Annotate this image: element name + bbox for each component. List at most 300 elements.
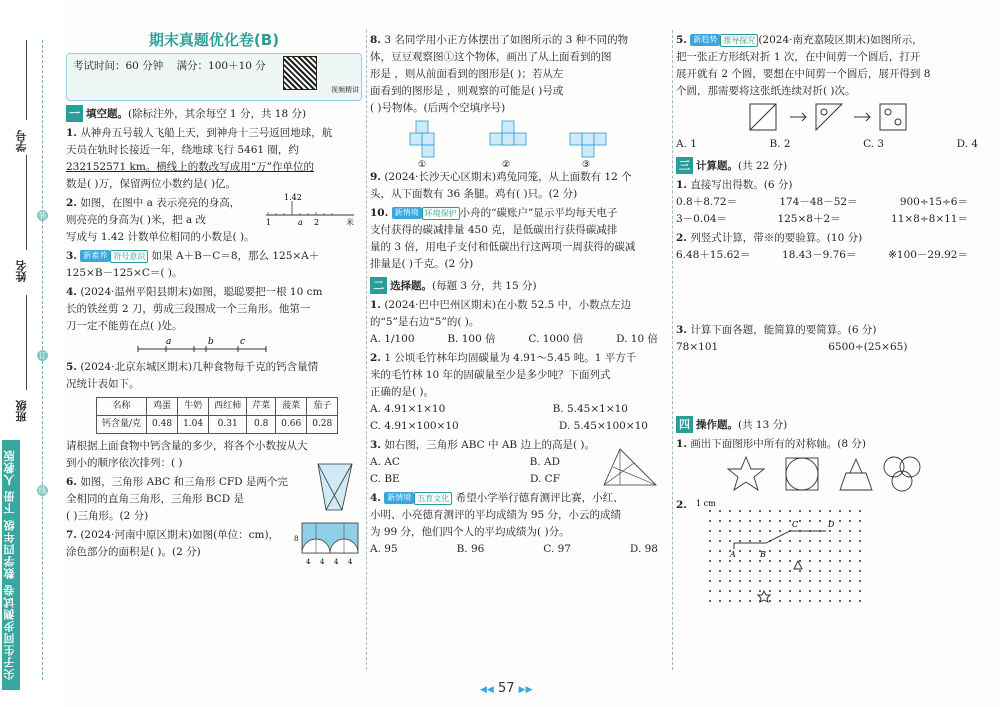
question-5 (66, 359, 362, 472)
grid-dot (749, 510, 751, 512)
question-text: 的“5”是右边“5”的( )。 (370, 316, 480, 328)
grid-dot (819, 560, 821, 562)
dimension-label: 4 (348, 558, 353, 566)
grid-dot (799, 520, 801, 522)
grid-dot (799, 590, 801, 592)
grid-dot (809, 580, 811, 582)
grid-dot (819, 550, 821, 552)
question-source: (2024·长沙天心区期末) (384, 171, 497, 183)
tag-badge: 新素养 (80, 250, 110, 262)
section-choice (370, 277, 668, 295)
question-number: 1. (370, 299, 381, 311)
calcium-table (96, 397, 338, 434)
grid-dot (829, 540, 831, 542)
grid-dot (829, 580, 831, 582)
prev-page-icon: ◀◀ (480, 685, 494, 695)
page-number: 57 (497, 681, 515, 696)
tag-badge: 推导探究 (720, 34, 758, 47)
grid-dot (849, 580, 851, 582)
question-text: 计算下面各题，能简算的要简算。(6 分) (690, 324, 877, 336)
page-footer (480, 681, 533, 696)
option-b[interactable]: B. 5.45×1×10 (552, 403, 628, 415)
grid-dot (859, 570, 861, 572)
question-text: 天员在轨时长接近一年，绕地球飞行 5461 圈，约 (66, 144, 299, 156)
calc-1 (676, 177, 988, 228)
question-number: 3. (370, 439, 381, 451)
grid-dot (709, 580, 711, 582)
question-text: 列竖式计算，带※的要验算。(10 分) (690, 232, 863, 244)
grid-dot (709, 510, 711, 512)
grid-dot (809, 540, 811, 542)
option-c[interactable]: C. 97 (543, 543, 571, 555)
question-source: (2024·河南中原区期末) (80, 529, 193, 541)
grid-dot (769, 580, 771, 582)
question-source: (2024·南充嘉陵区期末) (758, 34, 871, 46)
grid-dot (789, 570, 791, 572)
grid-dot (729, 600, 731, 602)
trapezoid-shape (840, 473, 872, 490)
calc-item: 6.48＋15.62＝ (676, 249, 751, 261)
question-number: 1. (676, 179, 687, 191)
table-row (97, 416, 338, 434)
tag-badge: 新情境 (384, 492, 414, 504)
question-number: 4. (66, 286, 77, 298)
grid-dot (799, 600, 801, 602)
question-3 (66, 248, 362, 282)
tag-badge: 环境保护 (422, 207, 460, 220)
cube-objects-figure (370, 117, 650, 167)
figure-label: ③ (582, 160, 591, 167)
question-text: 如右图，三角形 ABC 中 AB 边上的高是( )。 (384, 439, 596, 451)
grid-dot (829, 510, 831, 512)
options (370, 331, 668, 348)
question-text: 况统计表如下。 (66, 378, 140, 390)
name-line (26, 155, 27, 250)
question-number: 2. (66, 197, 77, 209)
grid-dot (719, 510, 721, 512)
question-text: 小舟的“碳账户”显示平均每天电子 (459, 207, 618, 219)
grid-dot (789, 560, 791, 562)
question-text: 在小数 52.5 中，小数点左边 (496, 299, 632, 311)
grid-dot (769, 550, 771, 552)
options (676, 136, 988, 153)
grid-dot (829, 570, 831, 572)
calc-item: 6500÷(25×65) (828, 341, 908, 353)
symmetry-shapes-figure (676, 453, 976, 495)
grid-dot (749, 540, 751, 542)
page-title: 期末真题优化卷(B) (148, 31, 280, 49)
grid-dot (829, 550, 831, 552)
question-text: 涂色部分的面积是( )。(2 分) (66, 546, 201, 558)
calc-item: 0.8＋8.72＝ (676, 196, 738, 208)
bind-mark: 装 (38, 211, 47, 220)
question-6 (66, 474, 362, 525)
table-header: 鸡蛋 (147, 398, 178, 416)
grid-dot (789, 520, 791, 522)
grid-dot (839, 540, 841, 542)
section-calc (676, 157, 988, 175)
grid-dot (749, 520, 751, 522)
point-label: c (240, 337, 246, 347)
grid-dot (839, 520, 841, 522)
grid-dot (719, 590, 721, 592)
column-3 (676, 30, 988, 609)
options (370, 454, 570, 471)
exam-time: 考试时间：60 分钟 (73, 60, 164, 72)
grid-dot (769, 510, 771, 512)
scale-label: 1 cm (696, 499, 716, 508)
calc-item: 174－48－52＝ (779, 196, 858, 208)
question-text: 刀一定不能剪在点( )处。 (66, 320, 183, 332)
grid-dot (779, 510, 781, 512)
question-text: 如图，在图中 a 表示亮亮的身高， (80, 197, 241, 209)
question-text: 画出下面图形中所有的对称轴。(8 分) (690, 438, 867, 450)
question-text: 鸡兔同笼，从上面数有 12 个 (496, 171, 632, 183)
question-text: 写成与 1.42 计数单位相同的小数是( )。 (66, 231, 255, 243)
name-label: 姓名 (15, 260, 28, 282)
options (370, 541, 668, 558)
question-text: 1 公顷毛竹林年均固碳量为 4.91～5.45 吨。1 平方千 (384, 352, 637, 364)
qr-code-icon[interactable] (283, 56, 317, 90)
question-4 (66, 284, 362, 357)
grid-dot (779, 520, 781, 522)
grid-dot (749, 600, 751, 602)
grid-dot (759, 540, 761, 542)
question-text: 全相同的直角三角形，三角形 BCD 是 (66, 493, 245, 505)
choice-1 (370, 297, 668, 348)
option-b[interactable]: B. 96 (456, 543, 485, 555)
grid-dot (769, 530, 771, 532)
column-2 (370, 30, 668, 560)
grid-dot (759, 530, 761, 532)
question-source: (2024·巴中巴州区期末) (384, 299, 497, 311)
calc-item: 125×8＋2＝ (777, 213, 841, 225)
question-9 (370, 169, 668, 203)
section-note: (共 13 分) (738, 419, 788, 431)
grid-dot (739, 520, 741, 522)
grid-dot (819, 570, 821, 572)
question-text: 面看到的图形是 ，则观察的可能是( )号或 (370, 85, 564, 97)
grid-dot (759, 560, 761, 562)
column-1 (66, 30, 362, 566)
grid-dot (789, 590, 791, 592)
question-number: 5. (676, 34, 687, 46)
options (370, 471, 570, 488)
calc-2 (676, 230, 988, 320)
section-number: 三 (676, 157, 693, 174)
grid-dot (729, 580, 731, 582)
grid-dot (799, 550, 801, 552)
grid-dot (829, 600, 831, 602)
question-number: 6. (66, 476, 77, 488)
column-divider (366, 30, 367, 670)
grid-dot (789, 550, 791, 552)
option-d[interactable]: D. 5.45×100×10 (558, 420, 648, 432)
exam-score: 满分：100＋10 分 (176, 60, 266, 72)
class-label: 班级 (15, 400, 28, 422)
question-number: 2. (370, 352, 381, 364)
figure-label: ① (418, 160, 427, 167)
grid-dot (799, 560, 801, 562)
question-text: 如图(单位：cm)， (192, 529, 280, 541)
question-text: ( )三角形。(2 分) (66, 510, 149, 522)
question-10 (370, 205, 668, 273)
option-b[interactable]: B. 100 倍 (447, 333, 496, 345)
calc-item: ※100－29.92＝ (888, 249, 968, 261)
grid-dot (849, 550, 851, 552)
question-text: 长的铁丝剪 2 刀，剪成三段围成一个三角形。他第一 (66, 303, 311, 315)
grid-dot (739, 560, 741, 562)
calc-3 (676, 322, 988, 412)
grid-dot (719, 600, 721, 602)
grid-dot (719, 580, 721, 582)
question-text: 支付获得的碳减排量 450 克，是低碳出行获得碳减排 (370, 224, 618, 236)
choice-3 (370, 437, 668, 488)
option-c[interactable]: C. 4.91×100×10 (370, 420, 459, 432)
grid-dot (839, 600, 841, 602)
grid-dot (739, 540, 741, 542)
table-cell: 1.04 (178, 416, 209, 434)
op-1 (676, 436, 988, 495)
question-text: 展开就有 2 个圆，要想在中间剪一个圆后，展开得到 8 (676, 68, 931, 80)
question-number: 2. (676, 232, 687, 244)
table-cell: 0.28 (307, 416, 338, 434)
question-text: 几种食物每千克的钙含量情 (192, 361, 319, 373)
calc-row (676, 194, 988, 211)
calc-item: 18.43－9.76＝ (782, 249, 857, 261)
grid-dot (849, 570, 851, 572)
option-a[interactable]: A. 1/100 (370, 333, 415, 345)
question-text: 则亮亮的身高为( )米，把 a 改 (66, 214, 206, 226)
grid-dot (819, 600, 821, 602)
question-text: 直接写出得数。(6 分) (690, 179, 793, 191)
option-c[interactable]: C. 1000 倍 (528, 333, 584, 345)
grid-dot (809, 520, 811, 522)
grid-dot (839, 590, 841, 592)
question-number: 4. (370, 492, 381, 504)
option-c[interactable]: C. BE (370, 473, 400, 485)
grid-dot (719, 530, 721, 532)
grid-dot (789, 600, 791, 602)
option-a[interactable]: A. AC (370, 456, 400, 468)
section-number: 四 (676, 416, 693, 433)
grid-dot (859, 510, 861, 512)
option-a[interactable]: A. 1 (676, 138, 697, 150)
option-b[interactable]: B. AD (529, 456, 560, 468)
tag-badge: 符号意识 (110, 250, 148, 263)
option-c[interactable]: C. 3 (863, 138, 885, 150)
table-cell: 钙含量/克 (97, 416, 147, 434)
grid-dot (769, 570, 771, 572)
option-d[interactable]: D. 98 (629, 543, 658, 555)
grid-dot (849, 520, 851, 522)
question-text: 请根据上面食物中钙含量的多少，将各个小数按从大 (66, 440, 308, 452)
dimension-label: 4 (306, 558, 311, 566)
student-id-label: 学号 (15, 130, 28, 152)
grid-dot (719, 560, 721, 562)
option-a[interactable]: A. 4.91×1×10 (370, 403, 446, 415)
grid-dot (819, 580, 821, 582)
semicircle-figure (294, 521, 362, 567)
question-text: 小明、小亮德育测评的平均成绩为 95 分，小云的成绩 (370, 509, 622, 521)
table-row (97, 398, 338, 416)
grid-dot (719, 540, 721, 542)
question-text: 量的 3 倍，用电子支付和低碳出行这两项一周获得的碳减 (370, 241, 636, 253)
table-header: 菠菜 (276, 398, 307, 416)
grid-dot (729, 520, 731, 522)
grid-dot (759, 520, 761, 522)
binding-strip (0, 0, 62, 707)
grid-dot (749, 530, 751, 532)
question-text: 如图，三角形 ABC 和三角形 CFD 是两个完 (80, 476, 288, 488)
question-text: 到小的顺序依次排列：( ) (66, 457, 183, 469)
grid-dot (839, 550, 841, 552)
grid-dot (719, 520, 721, 522)
question-text: 正确的是( )。 (370, 386, 435, 398)
grid-dot (819, 520, 821, 522)
grid-dot (849, 560, 851, 562)
calc-item: 3－0.04＝ (676, 213, 728, 225)
question-number: 5. (66, 361, 77, 373)
question-text: 把一张正方形纸对折 1 次，在中间剪一个圆后，打开 (676, 51, 921, 63)
question-number: 9. (370, 171, 381, 183)
grid-dot (729, 540, 731, 542)
table-cell: 0.66 (276, 416, 307, 434)
grid-dot (859, 550, 861, 552)
section-title: 填空题。 (86, 108, 128, 120)
grid-dot (829, 560, 831, 562)
option-d[interactable]: D. 4 (956, 138, 978, 150)
grid-dot (709, 520, 711, 522)
question-number: 3. (676, 324, 687, 336)
grid-dot (809, 570, 811, 572)
grid-dot (819, 510, 821, 512)
question-text: 形是 ，则从前面看到的图形是( )；若从左 (370, 68, 564, 80)
number-line-label: a (298, 218, 303, 227)
tag-badge: 五育文化 (414, 492, 452, 505)
calc-row (676, 247, 988, 264)
grid-dot (789, 510, 791, 512)
choice-2 (370, 350, 668, 435)
question-text: 头，从下面数有 36 条腿。鸡有( )只。(2 分) (370, 188, 578, 200)
grid-dot (739, 600, 741, 602)
grid-dot (729, 510, 731, 512)
grid-dot (849, 530, 851, 532)
point-label: a (166, 337, 172, 347)
grid-dot (809, 550, 811, 552)
tag-badge: 新趋势 (690, 34, 720, 46)
circles-shape (884, 457, 904, 477)
grid-dot (839, 560, 841, 562)
option-a[interactable]: A. 95 (370, 543, 398, 555)
point-label: C (792, 520, 799, 529)
grid-dot (809, 590, 811, 592)
option-b[interactable]: B. 2 (769, 138, 791, 150)
section-number: 二 (370, 277, 387, 294)
question-text: 从神舟五号载人飞船上天，到神舟十三号返回地球，航 (80, 127, 333, 139)
grid-dot (789, 580, 791, 582)
grid-dot (729, 530, 731, 532)
grid-dot (759, 590, 761, 592)
grid-dot (709, 560, 711, 562)
grid-dot (839, 510, 841, 512)
grid-dot (859, 530, 861, 532)
grid-dot (749, 560, 751, 562)
choice-5 (676, 32, 988, 153)
grid-dot (839, 570, 841, 572)
question-text: 数是( )万，保留两位小数约是( )亿。 (66, 178, 237, 190)
grid-dot (799, 510, 801, 512)
grid-dot (829, 530, 831, 532)
question-7 (66, 527, 362, 566)
option-d[interactable]: D. 10 倍 (616, 333, 658, 345)
grid-dot (749, 570, 751, 572)
grid-dot (779, 550, 781, 552)
grid-dot (819, 590, 821, 592)
table-header: 西红柿 (209, 398, 247, 416)
dot-grid-figure (694, 497, 874, 605)
grid-dot (849, 600, 851, 602)
question-number: 1. (66, 127, 77, 139)
grid-dot (719, 550, 721, 552)
dimension-label: 4 (320, 558, 325, 566)
question-source: (2024·温州平阳县期末) (80, 286, 193, 298)
point-label: A (730, 550, 736, 559)
question-text: 体，豆豆观察图①这个物体，画出了从上面看到的图 (370, 51, 612, 63)
grid-dot (709, 570, 711, 572)
grid-dot (749, 590, 751, 592)
question-8 (370, 32, 668, 167)
number-line-label: 1 (266, 218, 272, 227)
section-note: (每题 3 分，共 15 分) (432, 280, 537, 292)
grid-dot (719, 570, 721, 572)
section-number: 一 (66, 105, 83, 122)
question-number: 2. (676, 499, 687, 511)
option-d[interactable]: D. CF (529, 473, 560, 485)
question-source: (2024·北京东城区期末) (80, 361, 193, 373)
calc-item: 900÷15÷6＝ (899, 196, 968, 208)
question-text: 3 名同学用小正方体摆出了如图所示的 3 种不同的物 (384, 34, 629, 46)
grid-dot (799, 580, 801, 582)
grid-dot (759, 510, 761, 512)
grid-dot (749, 550, 751, 552)
section-fill (66, 105, 362, 123)
grid-dot (709, 550, 711, 552)
grid-dot (829, 590, 831, 592)
op-2 (676, 497, 988, 607)
grid-dot (859, 600, 861, 602)
qr-label: 视频精讲 (331, 86, 359, 94)
class-line (26, 295, 27, 390)
grid-dot (779, 600, 781, 602)
question-text: 排量是( )千克。(2 分) (370, 258, 474, 270)
number-line-top-label: 1.42 (284, 193, 302, 202)
section-title: 操作题。 (696, 419, 738, 431)
star-shape (728, 457, 764, 490)
grid-dot (779, 580, 781, 582)
section-op (676, 416, 988, 434)
question-text: 如图所示， (870, 34, 923, 46)
grid-dot (729, 590, 731, 592)
grid-dot (839, 530, 841, 532)
figure-label: ② (502, 160, 511, 167)
grid-dot (729, 560, 731, 562)
dimension-label: 4 (334, 558, 339, 566)
grid-dot (779, 530, 781, 532)
question-text: 如图，聪聪要把一根 10 cm (192, 286, 323, 298)
triangle-abc-figure (600, 445, 660, 489)
question-text: 如果 A＋B－C＝8，那么 125×A＋ (151, 250, 320, 262)
